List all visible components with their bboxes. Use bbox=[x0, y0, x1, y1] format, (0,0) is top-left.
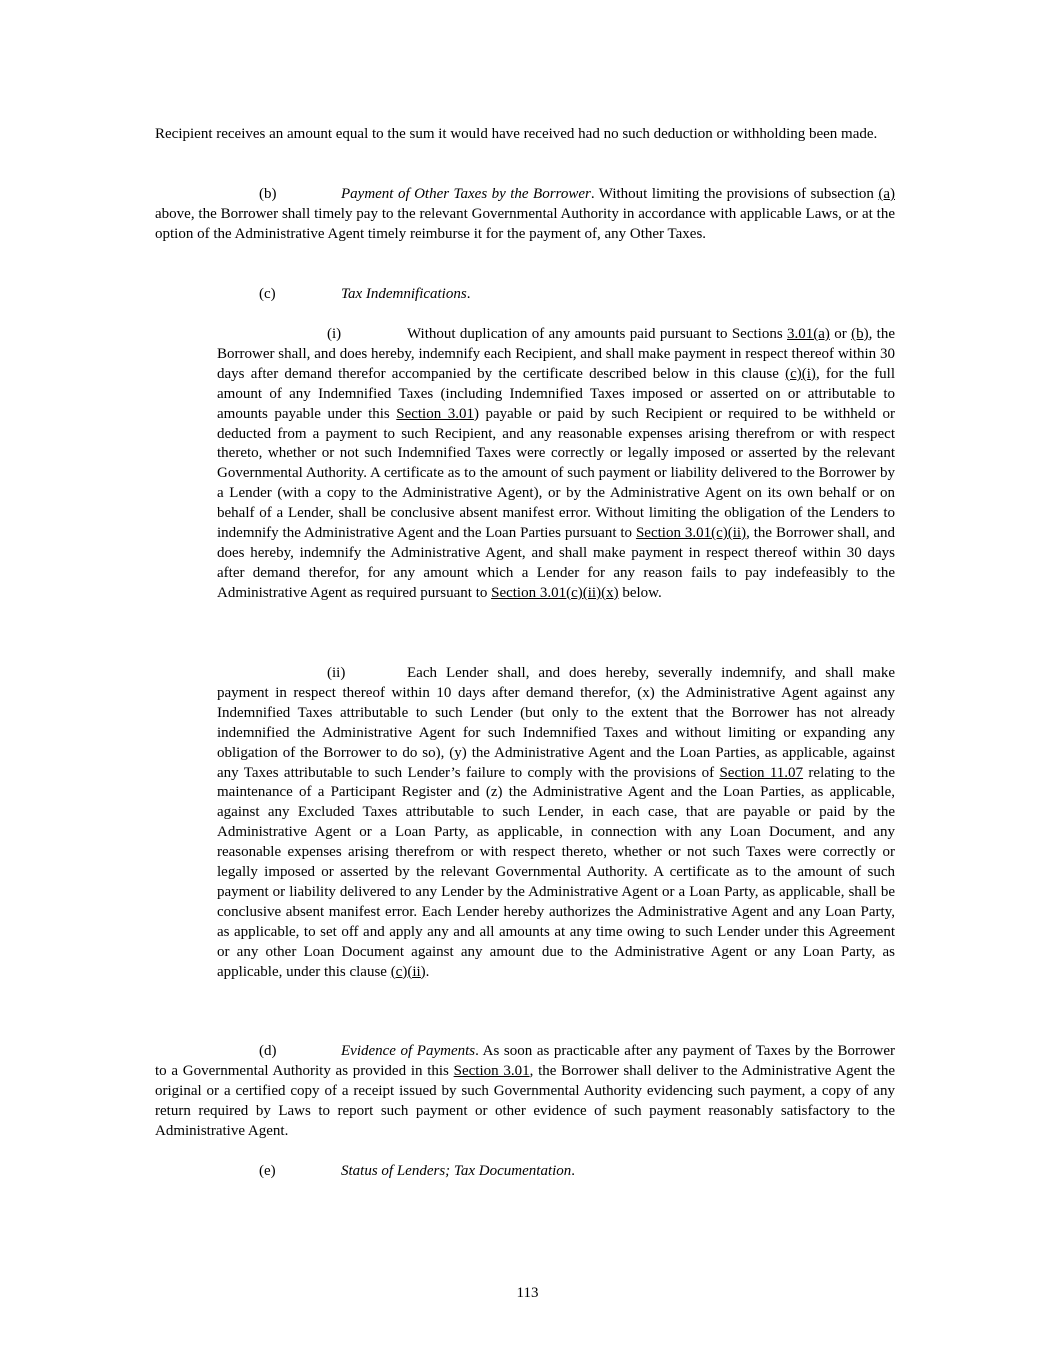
paragraph-c bbox=[155, 285, 895, 305]
clause-c-ii-text-3: . bbox=[425, 963, 430, 980]
clause-label-b: (b) bbox=[259, 186, 277, 202]
clause-label-d: (d) bbox=[259, 1043, 277, 1059]
intro-text: Recipient receives an amount equal to the sum it would have received had no such deduction or withholding been made. bbox=[155, 126, 878, 142]
clause-c-i-text-6: , the Borrower shall, and does hereby, indemnify the Administrative Agent, and shall make payment in respect thereof within 30 days after demand therefor, for any amount which a Lender for any reason fails to pay indefeasibly to the Administrative Agent as required pursuant to bbox=[217, 525, 896, 601]
clause-c-i-text-4: , for the full amount of any Indemnified Taxes (including Indemnified Taxes imposed or asserted on or attributable to amounts payable under this bbox=[217, 365, 895, 422]
clause-label-c: (c) bbox=[259, 286, 276, 302]
clause-b-text-2: above, the Borrower shall timely pay to the relevant Governmental Authority in accordance with applicable Laws, or at the option of the Administrative Agent timely reimburse it for the payment of, any Other Taxes. bbox=[155, 205, 895, 242]
page-number: 113 bbox=[516, 1285, 539, 1301]
cross-ref-section-11-07: Section 11.07 bbox=[719, 764, 804, 781]
clause-c-text-1: . bbox=[466, 286, 471, 302]
clause-label-e: (e) bbox=[259, 1163, 276, 1179]
paragraph-d bbox=[155, 1042, 895, 1142]
cross-ref-c-ii: (c)(ii) bbox=[390, 963, 426, 980]
clause-c-i-text-1: Without duplication of any amounts paid pursuant to Sections bbox=[407, 326, 788, 342]
paragraph-intro bbox=[155, 125, 895, 145]
cross-ref-3-01-a: 3.01(a) bbox=[787, 326, 830, 342]
paragraph-c-i bbox=[217, 325, 895, 604]
clause-c-i-text-2: or bbox=[829, 326, 852, 342]
clause-c-i-text-5: ) payable or paid by such Recipient or required to be withheld or deducted from a payment to such Recipient, and any reasonable expenses arising therefrom or with respect thereto, whether or not such Indemnified Taxes were correctly or legally imposed or asserted by the relevant Governmental Authority. A certificate as to the amount of such payment or liability delivered to the Borrower by a Lender (with a copy to the Administrative Agent), or by the Administrative Agent on its own behalf or on behalf of a Lender, shall be conclusive absent manifest error. Without limiting the obligation of the Lenders to indemnify the Administrative Agent and the Loan Parties pursuant to bbox=[217, 405, 895, 542]
clause-heading-e: Status of Lenders; Tax Documentation bbox=[341, 1163, 572, 1179]
clause-c-i-text-7: below. bbox=[618, 584, 662, 601]
clause-b-text-1: . Without limiting the provisions of subsection bbox=[590, 186, 879, 202]
paragraph-e bbox=[155, 1162, 895, 1182]
clause-d-text-2: , the Borrower shall deliver to the Administrative Agent the original or a certified copy of a receipt issued by such Governmental Authority evidencing such payment, a copy of any return required by Laws to report such payment or other evidence of such payment reasonably satisfactory to the Administrative Agent. bbox=[155, 1062, 896, 1139]
clause-d-text-1: . As soon as practicable after any payment of Taxes by the Borrower to a Governmental Authority as provided in this bbox=[155, 1043, 895, 1079]
cross-ref-b: (b) bbox=[851, 326, 869, 342]
clause-c-i-text-3: , the Borrower shall, and does hereby, indemnify each Recipient, and shall make payment in respect thereof within 30 days after demand therefor accompanied by the certificate described below in this clause bbox=[217, 326, 896, 382]
paragraph-b bbox=[155, 185, 895, 245]
clause-e-text-1: . bbox=[571, 1163, 576, 1179]
clause-c-ii-text-1: Each Lender shall, and does hereby, severally indemnify, and shall make payment in respect thereof within 10 days after demand therefor, (x) the Administrative Agent against any Indemnified Taxes attributable to such Lender (but only to the extent that the Borrower has not already indemnified the Administrative Agent for such Indemnified Taxes and without limiting or expanding any obligation of the Borrower to do so), (y) the Administrative Agent and the Loan Parties, as applicable, against any Taxes attributable to such Lender’s failure to comply with the provisions of bbox=[217, 665, 895, 781]
cross-ref-a: (a) bbox=[878, 186, 895, 202]
cross-ref-section-3-01: Section 3.01 bbox=[396, 405, 474, 422]
clause-heading-d: Evidence of Payments bbox=[341, 1043, 476, 1059]
clause-label-c-ii: (ii) bbox=[327, 665, 346, 681]
cross-ref-section-3-01-c-ii: Section 3.01(c)(ii) bbox=[635, 525, 747, 542]
clause-heading-b: Payment of Other Taxes by the Borrower bbox=[341, 186, 591, 202]
clause-label-c-i: (i) bbox=[327, 326, 342, 342]
paragraph-c-ii bbox=[217, 664, 895, 983]
clause-c-ii-text-2: relating to the maintenance of a Participant Register and (z) the Administrative Agent and the Loan Parties, as applicable, against any Excluded Taxes attributable to such Lender, in each case, that are payable or paid by the Administrative Agent or a Loan Party, as applicable, in connection with any Loan Document, and any reasonable expenses arising therefrom or with respect thereto, whether or not such Taxes were correctly or legally imposed or asserted by the relevant Governmental Authority. A certificate as to the amount of such payment or liability delivered to any Lender by the Administrative Agent or a Loan Party, as applicable, shall be conclusive absent manifest error. Each Lender hereby authorizes the Administrative Agent and any Loan Party, as applicable, to set off and apply any and all amounts at any time owing to such Lender under this Agreement or any other Loan Document against any amount due to the Administrative Agent or any Loan Party, as applicable, under this clause bbox=[217, 764, 896, 980]
cross-ref-section-3-01-d: Section 3.01 bbox=[453, 1062, 530, 1079]
clause-heading-c: Tax Indemnifications bbox=[341, 286, 467, 302]
cross-ref-section-3-01-c-ii-x: Section 3.01(c)(ii)(x) bbox=[491, 584, 619, 601]
cross-ref-c-i: (c)(i) bbox=[785, 365, 816, 382]
